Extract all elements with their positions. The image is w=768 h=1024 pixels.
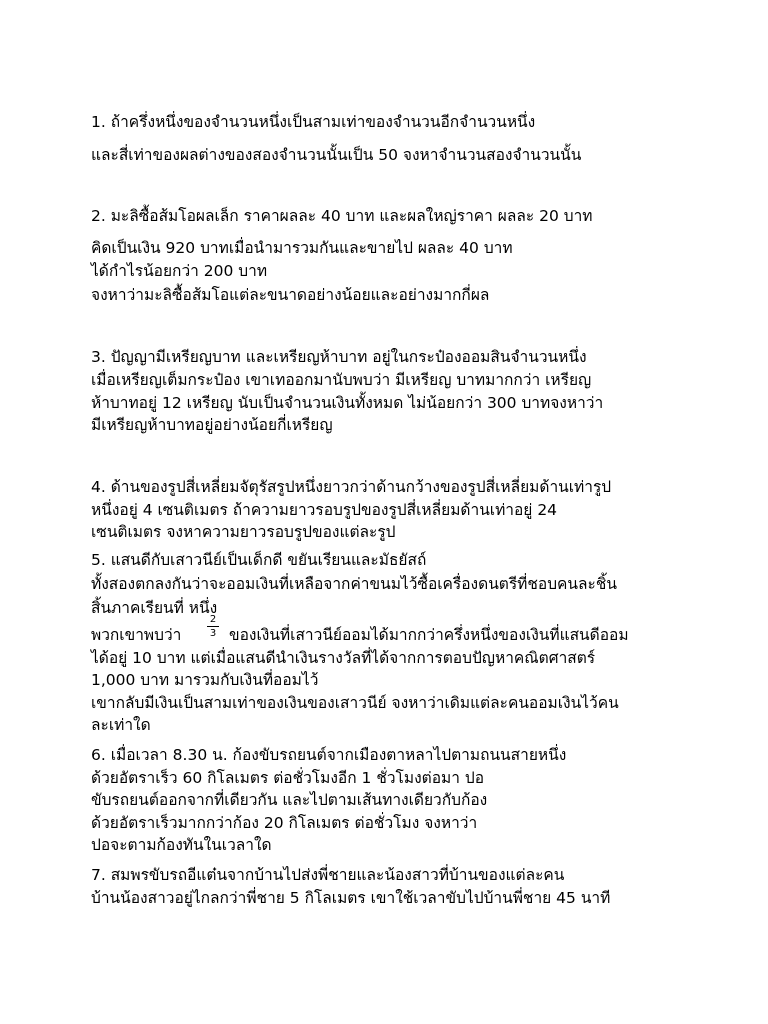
problem-6-line-1: 6. เมื่อเวลา 8.30 น. ก้องขับรถยนต์จากเมืองตาหลาไปตามถนนสายหนึ่ง — [91, 746, 567, 764]
problem-5-line-8: ละเท่าใด — [91, 716, 151, 734]
problem-2-line-3: ได้กำไรน้อยกว่า 200 บาท — [91, 262, 268, 280]
problem-5-line-1: 5. แสนดีกับเสาวนีย์เป็นเด็กดี ขยันเรียนและมัธยัสถ์ — [91, 551, 427, 569]
problem-4-line-2: หนึ่งอยู่ 4 เซนติเมตร ถ้าความยาวรอบรูปของรูปสี่เหลี่ยมด้านเท่าอยู่ 24 — [91, 501, 558, 519]
fraction-bar — [207, 626, 219, 627]
problem-1-line-1: 1. ถ้าครึ่งหนึ่งของจำนวนหนึ่งเป็นสามเท่าของจำนวนอีกจำนวนหนึ่ง — [91, 113, 536, 131]
fraction-two-thirds — [207, 614, 219, 639]
problem-5-line-3: สิ้นภาคเรียนที่ หนึ่ง — [91, 599, 218, 617]
problem-6-line-5: ปอจะตามก้องทันในเวลาใด — [91, 836, 272, 854]
problem-3-line-1: 3. ปัญญามีเหรียญบาท และเหรียญห้าบาท อยู่ในกระป๋องออมสินจำนวนหนึ่ง — [91, 348, 587, 366]
problem-6-line-4: ด้วยอัตราเร็วมากกว่าก้อง 20 กิโลเมตร ต่อชั่วโมง จงหาว่า — [91, 814, 478, 832]
problem-6-line-3: ขับรถยนต์ออกจากที่เดียวกัน และไปตามเส้นทางเดียวกับก้อง — [91, 791, 488, 809]
problem-6-line-2: ด้วยอัตราเร็ว 60 กิโลเมตร ต่อชั่วโมงอีก 1 ชั่วโมงต่อมา ปอ — [91, 769, 485, 787]
problem-2-line-4: จงหาว่ามะลิซื้อส้มโอแต่ละขนาดอย่างน้อยและอย่างมากกี่ผล — [91, 286, 490, 304]
problem-3-line-3: ห้าบาทอยู่ 12 เหรียญ นับเป็นจำนวนเงินทั้งหมด ไม่น้อยกว่า 300 บาทจงหาว่า — [91, 394, 604, 412]
problem-3-line-2: เมื่อเหรียญเต็มกระป๋อง เขาเทออกมานับพบว่า มีเหรียญ บาทมากกว่า เหรียญ — [91, 371, 592, 389]
problem-2-line-2: คิดเป็นเงิน 920 บาทเมื่อนำมารวมกันและขายไป ผลละ 40 บาท — [91, 239, 513, 257]
problem-5-line-7: เขากลับมีเงินเป็นสามเท่าของเงินของเสาวนีย์ จงหาว่าเดิมแต่ละคนออมเงินไว้คน — [91, 694, 619, 712]
problem-5-line-4b: ของเงินที่เสาวนีย์ออมได้มากกว่าครึ่งหนึ่งของเงินที่แสนดีออม — [229, 626, 629, 644]
problem-7-line-1: 7. สมพรขับรถอีแต๋นจากบ้านไปส่งพี่ชายและน้องสาวที่บ้านของแต่ละคน — [91, 866, 565, 884]
problem-2-line-1: 2. มะลิซื้อส้มโอผลเล็ก ราคาผลละ 40 บาท และผลใหญ่ราคา ผลละ 20 บาท — [91, 207, 593, 225]
problem-5-line-5: ได้อยู่ 10 บาท แต่เมื่อแสนดีนำเงินรางวัลที่ได้จากการตอบปัญหาคณิตศาสตร์ — [91, 649, 596, 667]
problem-5-line-2: ทั้งสองตกลงกันว่าจะออมเงินที่เหลือจากค่าขนมไว้ซื้อเครื่องดนตรีที่ชอบคนละชิ้น — [91, 575, 617, 593]
problem-7-line-2: บ้านน้องสาวอยู่ไกลกว่าพี่ชาย 5 กิโลเมตร เขาใช้เวลาขับไปบ้านพี่ชาย 45 นาที — [91, 889, 611, 907]
problem-1-line-2: และสี่เท่าของผลต่างของสองจำนวนนั้นเป็น 50 จงหาจำนวนสองจำนวนนั้น — [91, 146, 582, 164]
problem-4-line-1: 4. ด้านของรูปสี่เหลี่ยมจัตุรัสรูปหนึ่งยาวกว่าด้านกว้างของรูปสี่เหลี่ยมด้านเท่ารูป — [91, 478, 612, 496]
problem-5-line-6: 1,000 บาท มารวมกับเงินที่ออมไว้ — [91, 671, 319, 689]
fraction-denominator: 3 — [209, 628, 217, 639]
problem-5-line-4a: พวกเขาพบว่า — [91, 626, 182, 644]
problem-4-line-3: เซนติเมตร จงหาความยาวรอบรูปของแต่ละรูป — [91, 523, 396, 541]
fraction-numerator: 2 — [209, 614, 217, 625]
problem-3-line-4: มีเหรียญห้าบาทอยู่อย่างน้อยกี่เหรียญ — [91, 416, 333, 434]
